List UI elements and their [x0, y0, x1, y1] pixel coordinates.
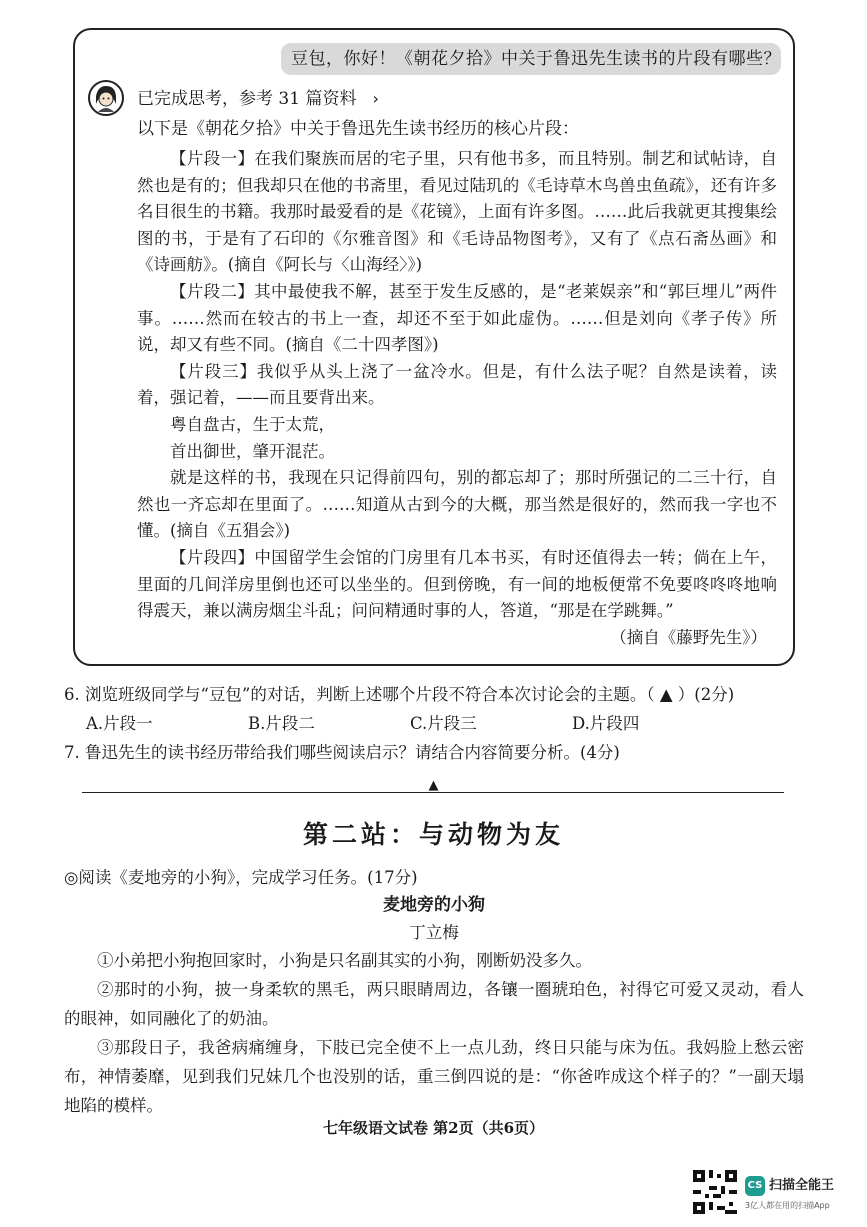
scanner-watermark [693, 1170, 863, 1220]
watermark-brand: 扫描全能王 [769, 1178, 835, 1193]
watermark-tagline: 3亿人都在用的扫描App [745, 1201, 830, 1210]
section-divider [82, 792, 784, 793]
article-title: 麦地旁的小狗 [383, 895, 485, 915]
chevron-right-icon[interactable]: › [372, 89, 379, 108]
passage-two: 【片段二】其中最使我不解，甚至于发生反感的，是“老莱娱亲”和“郭巨埋儿”两件事。……然而在较古的书上一查，却还不至于如此虚伪。……但是刘向《孝子传》所说，却又有些不同。(摘自《二十四孝图》) [137, 281, 777, 355]
article-paragraph-1: ①小弟把小狗抱回家时，小狗是只名副其实的小狗，刚断奶没多久。 [97, 951, 592, 970]
page-footer: 七年级语文试卷 第2页（共6页） [322, 1119, 545, 1137]
option-c: C.片段三 [410, 714, 477, 733]
question-6: 6. 浏览班级同学与“豆包”的对话，判断上述哪个片段不符合本次讨论会的主题。（ ▲ ）(2分) [64, 685, 735, 704]
camscanner-logo-icon: CS [745, 1176, 765, 1196]
question-6-options [64, 709, 804, 738]
assistant-avatar-icon [88, 80, 124, 116]
questions-section [64, 680, 804, 767]
thinking-status-text: 已完成思考，参考 31 篇资料 [137, 89, 357, 109]
station-title: 第二站：与动物为友 [302, 820, 564, 849]
passage-one: 【片段一】在我们聚族而居的宅子里，只有他书多，而且特别。制艺和试帖诗，自然也是有的；但我却只在他的书斋里，看见过陆玑的《毛诗草木鸟兽虫鱼疏》，还有许多名目很生的书籍。我那时最爱看的是《花镜》，上面有许多图。……此后我就更其搜集绘图的书，于是有了石印的《尔雅音图》和《毛诗品物图考》，又有了《点石斋丛画》和《诗画舫》。(摘自《阿长与〈山海经〉》) [137, 149, 777, 275]
response-passages [137, 146, 777, 651]
qr-code-icon [693, 1170, 737, 1214]
response-intro: 以下是《朝花夕拾》中关于鲁迅先生读书经历的核心片段： [137, 119, 579, 139]
article-paragraph-2: ②那时的小狗，披一身柔软的黑毛，两只眼睛周边，各镶一圈琥珀色，衬得它可爱又灵动，看人的眼神，如同融化了的奶油。 [64, 980, 804, 1028]
passage-four: 【片段四】中国留学生会馆的门房里有几本书买，有时还值得去一转；倘在上午，里面的几间洋房里倒也还可以坐坐的。但到傍晚，有一间的地板便常不免要咚咚咚地响得震天，兼以满房烟尘斗乱；问问精通时事的人，答道，“那是在学跳舞。” [137, 547, 777, 621]
passage-three: 【片段三】我似乎从头上浇了一盆冷水。但是，有什么法子呢？自然是读着，读着，强记着，——而且要背出来。 [137, 361, 777, 408]
article-body [64, 946, 804, 1120]
reading-task: ◎阅读《麦地旁的小狗》，完成学习任务。(17分) [64, 868, 418, 887]
answer-space-mark: ▲ [428, 778, 439, 793]
chat-screenshot-frame [73, 28, 795, 666]
passage-four-source: （摘自《藤野先生》） [610, 627, 767, 647]
article-author: 丁立梅 [409, 923, 459, 942]
thinking-status[interactable] [137, 86, 379, 112]
option-d: D.片段四 [572, 714, 640, 733]
user-question-bubble: 豆包，你好！《朝花夕拾》中关于鲁迅先生读书的片段有哪些？ [281, 43, 781, 75]
option-a: A.片段一 [86, 714, 153, 733]
option-b: B.片段二 [248, 714, 315, 733]
article-paragraph-3: ③那段日子，我爸病痛缠身，下肢已完全使不上一点儿劲，终日只能与床为伍。我妈脸上愁云密布，神情萎靡，见到我们兄妹几个也没别的话，重三倒四说的是：“你爸咋成这个样子的？”一副天塌地陷的模样。 [64, 1038, 804, 1115]
reading-section [64, 864, 804, 1120]
passage-three-continued: 就是这样的书，我现在只记得前四句，别的都忘却了；那时所强记的二三十行，自然也一齐忘却在里面了。……知道从古到今的大概，那当然是很好的，然而我一字也不懂。(摘自《五猖会》) [137, 468, 777, 541]
question-7: 7. 鲁迅先生的读书经历带给我们哪些阅读启示？请结合内容简要分析。(4分) [64, 743, 620, 762]
poem-line-2: 首出御世，肇开混茫。 [170, 441, 335, 461]
poem-line-1: 粤自盘古，生于太荒， [170, 414, 335, 434]
